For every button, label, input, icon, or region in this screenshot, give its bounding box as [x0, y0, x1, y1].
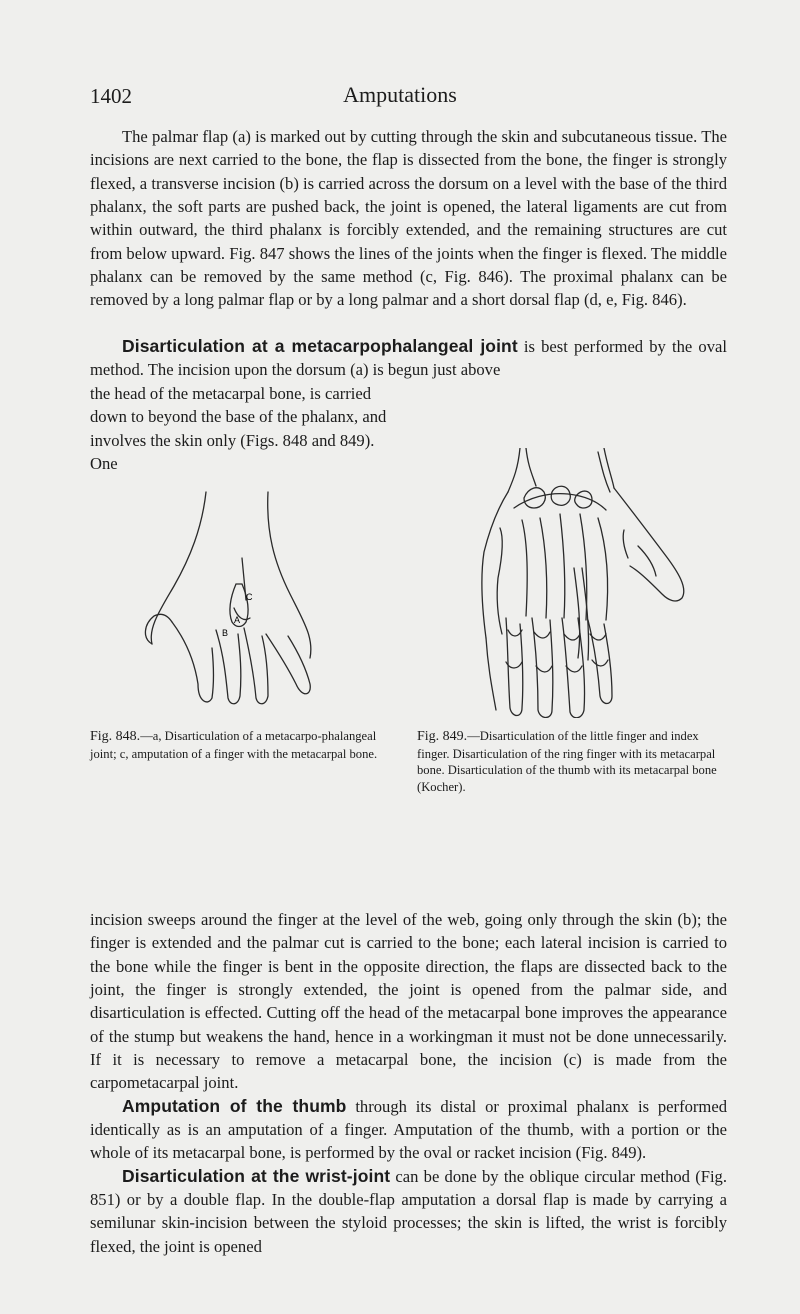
paragraph-mcp-full-width [90, 335, 727, 382]
figure-848-letter-a: A [234, 615, 241, 625]
heading-amputation-thumb: Amputation of the thumb [122, 1095, 347, 1116]
figure-848-illustration [138, 488, 322, 708]
running-title: Amputations [343, 82, 457, 107]
figure-848-letter-b: B [222, 628, 229, 638]
paragraph-wrist [90, 1165, 727, 1258]
mcp-text-full-width: is best performed by the oval method. The incision upon the dorsum (a) is begun just above [90, 337, 727, 380]
page-number: 1402 [90, 84, 132, 108]
wrist-outline-left [508, 448, 520, 492]
hand-outline-left [151, 492, 206, 644]
figure-848-label: Fig. 848. [90, 729, 141, 744]
figure-848-letter-c: C [246, 592, 253, 602]
figure-849-caption-text: —Disarticulation of the little finger and index finger. Disarticulation of the ring finger with its metacarpal bone. Disarticulation of the thumb with its metacarpal bone (Kocher). [417, 729, 717, 795]
body-text-lower [90, 908, 727, 1258]
paragraph-thumb [90, 1095, 727, 1165]
figure-849-illustration [478, 448, 690, 718]
hand-outline-right [268, 492, 311, 658]
figure-849-caption [417, 728, 728, 796]
paragraph-palmar-flap: The palmar flap (a) is marked out by cutting through the skin and subcutaneous tissue. The incisions are next carried to the bone, the flap is dissected from the bone, the finger is strongly flexed, a transverse incision (b) is carried across the dorsum on a level with the base of the third phalanx, the soft parts are pushed back, the joint is opened, the lateral ligaments are cut from within outward, the third phalanx is forcibly extended, and the remaining structures are cut from below upward. Fig. 847 shows the lines of the joints when the finger is flexed. The middle phalanx can be removed by the same method (c, Fig. 846). The proximal phalanx can be removed by a long palmar flap or by a long palmar and a short dorsal flap (d, e, Fig. 846). [90, 127, 727, 310]
paragraph-incision-web: incision sweeps around the finger at the level of the web, going only through the skin (b); the finger is extended and the palmar cut is carried to the bone; each lateral incision is carried to the bone while the finger is bent in the opposite direction, the flaps are dissected back to the joint, the finger is strongly extended, the joint is opened from the palmar side, and disarticulation is effected. Cutting off the head of the metacarpal bone improves the appearance of the stump but weakens the hand, hence in a workingman it must not be done unnecessarily. If it is necessary to remove a metacarpal bone, the incision (c) is made from the carpometacarpal joint. [90, 910, 727, 1093]
heading-wrist-disarticulation: Disarticulation at the wrist-joint [122, 1165, 391, 1186]
wrist-text: can be done by the oblique circular method (Fig. 851) or by a double flap. In the double-flap amputation a dorsal flap is made by carrying a semilunar skin-incision between the styloid processes; the skin is lifted, the wrist is forcibly flexed, the joint is opened [90, 1166, 727, 1256]
figure-848-caption [90, 728, 396, 762]
figure-848-caption-text: —a, Disarticulation of a metacarpo-phalangeal joint; c, amputation of a finger with the metacarpal bone. [90, 729, 378, 761]
paragraph-mcp-wrapped: the head of the metacarpal bone, is carried down to beyond the base of the phalanx, and involves the skin only (Figs. 848 and 849). One [90, 384, 387, 474]
heading-mcp-disarticulation: Disarticulation at a metacarpophalangeal joint [122, 336, 518, 356]
thumb-text: through its distal or proximal phalanx is performed identically as is an amputation of a finger. Amputation of the thumb, with a portion or the whole of its metacarpal bone, is performed by the oval or racket incision (Fig. 849). [90, 1096, 727, 1163]
figure-849-label: Fig. 849. [417, 729, 468, 744]
